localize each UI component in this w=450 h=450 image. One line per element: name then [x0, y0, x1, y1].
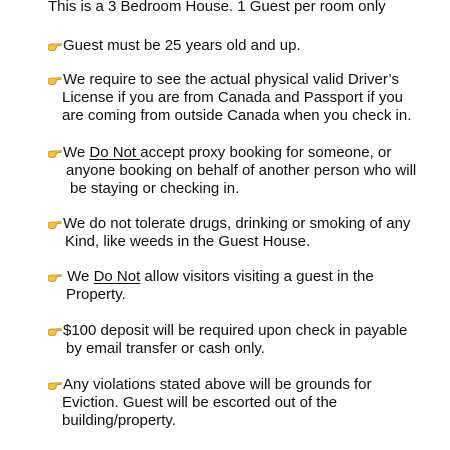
pointing-hand-icon: [48, 219, 62, 229]
rule-violations: [48, 376, 443, 430]
rule-line: Guest must be 25 years old and up.: [48, 37, 443, 55]
rule-line: anyone booking on behalf of another person who will: [66, 162, 417, 179]
house-intro: This is a 3 Bedroom House. 1 Guest per room only: [48, 0, 386, 15]
rule-line: License if you are from Canada and Passport if you: [62, 89, 404, 106]
rule-proxy-booking: [48, 144, 443, 198]
rule-line: by email transfer or cash only.: [66, 340, 265, 357]
rule-line: Kind, like weeds in the Guest House.: [65, 233, 311, 250]
rule-line: Eviction. Guest will be escorted out of the: [62, 394, 338, 411]
rule-line: We do not tolerate drugs, drinking or smoking of any: [48, 215, 443, 233]
rule-no-visitors: [48, 268, 443, 304]
pointing-hand-icon: [48, 380, 62, 390]
pointing-hand-icon: [48, 75, 62, 85]
do-not-emphasis: Do Not: [89, 144, 141, 161]
rule-no-drugs: [48, 215, 443, 251]
rule-id-requirement: [48, 71, 443, 125]
rule-age: [48, 37, 443, 55]
rule-line: Property.: [66, 286, 126, 303]
rule-line: We Do Not allow visitors visiting a guest in the: [48, 268, 443, 286]
pointing-hand-icon: [48, 272, 62, 282]
rule-line: are coming from outside Canada when you check in.: [62, 107, 412, 124]
pointing-hand-icon: [48, 148, 62, 158]
rule-deposit: [48, 322, 443, 358]
pointing-hand-icon: [48, 41, 62, 51]
rule-line: building/property.: [62, 412, 176, 429]
rule-line: be staying or checking in.: [70, 180, 240, 197]
rule-line: We Do Not accept proxy booking for someone, or: [48, 144, 443, 162]
do-not-emphasis: Do Not: [93, 268, 141, 285]
rule-line: $100 deposit will be required upon check in payable: [48, 322, 443, 340]
rule-line: We require to see the actual physical valid Driver’s: [48, 71, 443, 89]
pointing-hand-icon: [48, 326, 62, 336]
rule-line: Any violations stated above will be grounds for: [48, 376, 443, 394]
